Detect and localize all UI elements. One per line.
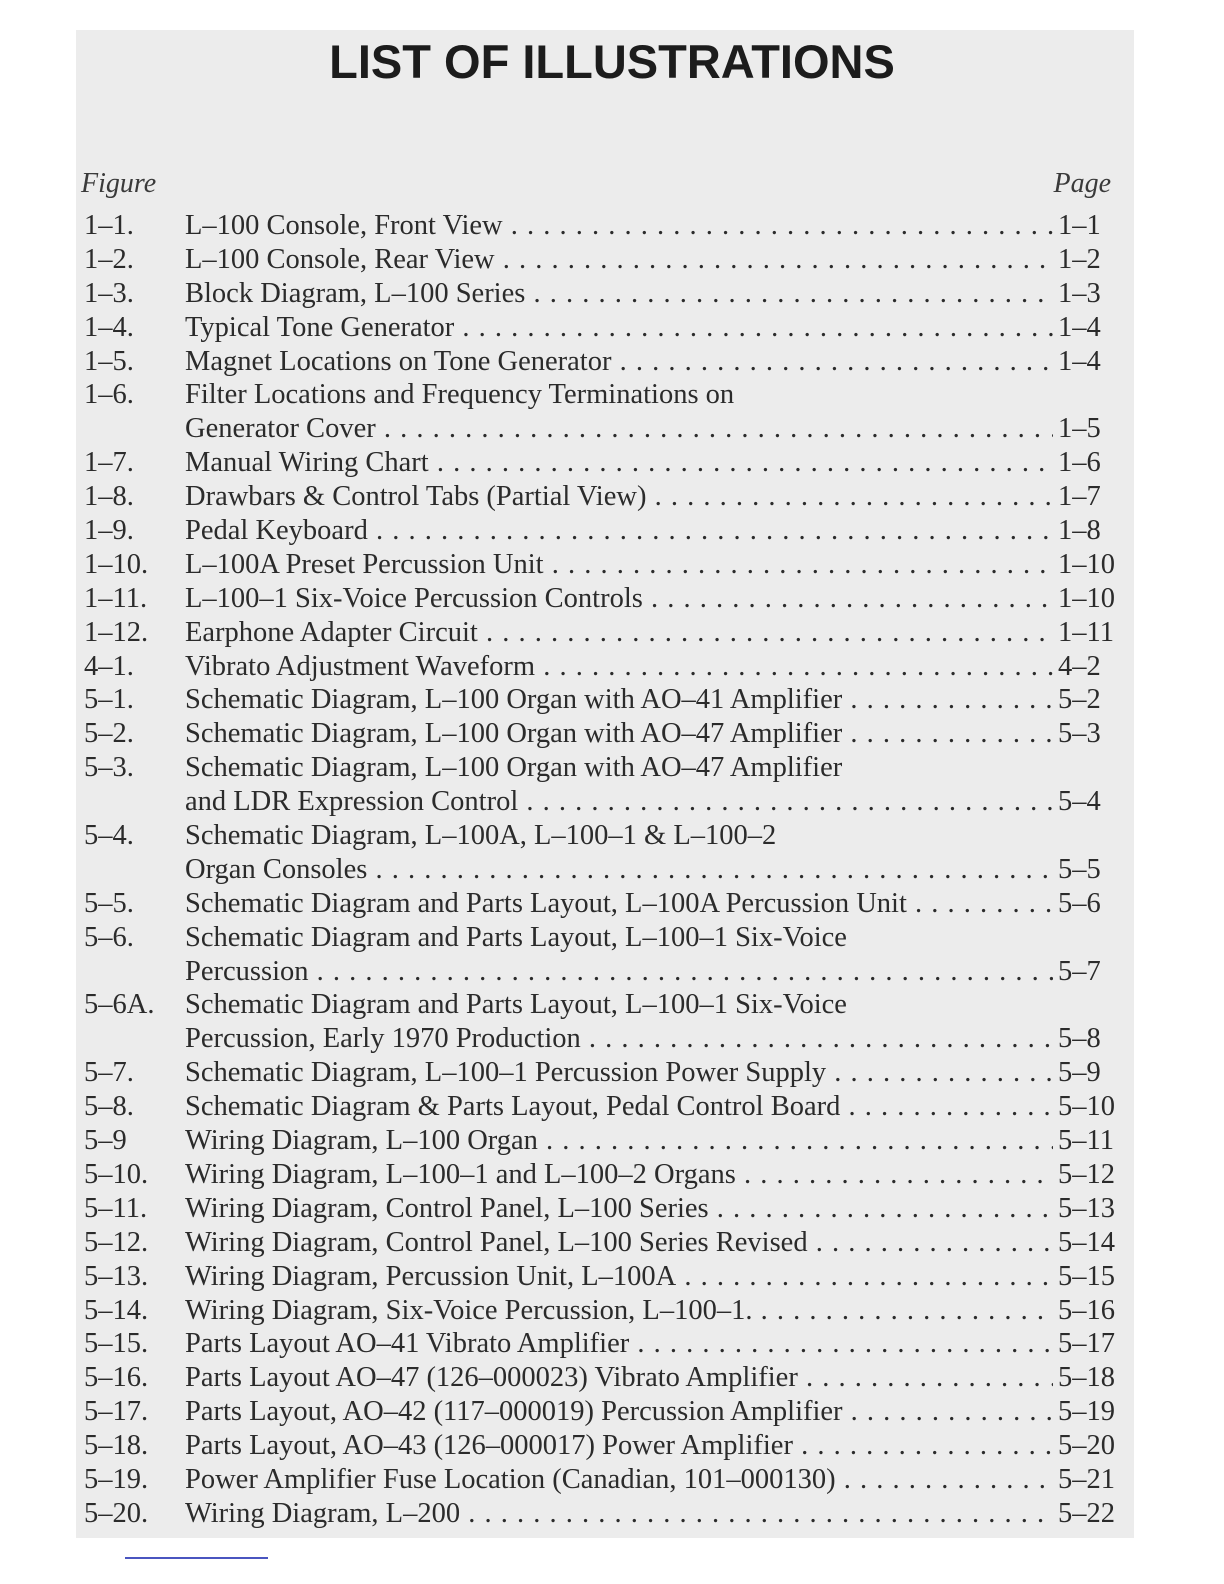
list-item	[0, 988, 1224, 1056]
figure-number: 5–8.	[84, 1091, 134, 1123]
list-item	[0, 378, 1224, 446]
list-item	[0, 650, 1224, 684]
list-item	[0, 1395, 1224, 1429]
list-item	[0, 683, 1224, 717]
figure-number: 5–17.	[84, 1396, 149, 1428]
page-number: 1–10	[1058, 582, 1115, 614]
figure-caption: Schematic Diagram and Parts Layout, L–100–1 Six-Voice	[185, 989, 847, 1021]
entry-line	[0, 378, 1224, 412]
figure-number: 1–3.	[84, 277, 134, 309]
list-item	[0, 243, 1224, 277]
figure-number: 4–1.	[84, 650, 134, 682]
footnote-rule	[125, 1557, 268, 1559]
figure-number: 5–13.	[84, 1260, 149, 1292]
figure-number: 1–9.	[84, 515, 134, 547]
list-item	[0, 751, 1224, 819]
list-item	[0, 1294, 1224, 1328]
figure-caption: Parts Layout, AO–43 (126–000017) Power Amplifier . . .	[185, 1429, 1053, 1463]
entry-line	[0, 548, 1224, 582]
page-number: 1–8	[1058, 515, 1101, 547]
page-column-header: Page	[1053, 168, 1111, 199]
figure-number: 1–12.	[84, 616, 149, 648]
figure-caption: Schematic Diagram, L–100A, L–100–1 & L–100–2	[185, 820, 777, 852]
entry-line	[0, 1022, 1224, 1056]
figure-caption: Generator Cover . . .	[185, 412, 1053, 446]
entry-line	[0, 955, 1224, 989]
list-item	[0, 1497, 1224, 1531]
page-number: 5–15	[1058, 1260, 1115, 1292]
list-item	[0, 1158, 1224, 1192]
list-item	[0, 345, 1224, 379]
figure-caption: Wiring Diagram, L–100–1 and L–100–2 Organs . . .	[185, 1158, 1053, 1192]
entry-line	[0, 887, 1224, 921]
figure-caption: Schematic Diagram and Parts Layout, L–100A Percussion Unit . . .	[185, 887, 1053, 921]
page-number: 5–9	[1058, 1057, 1101, 1089]
entry-line	[0, 277, 1224, 311]
entry-line	[0, 243, 1224, 277]
figure-caption: Percussion, Early 1970 Production . . .	[185, 1022, 1053, 1056]
entry-line	[0, 582, 1224, 616]
list-item	[0, 1361, 1224, 1395]
entry-line	[0, 1226, 1224, 1260]
page-number: 4–2	[1058, 650, 1101, 682]
figure-number: 5–3.	[84, 752, 134, 784]
column-headers	[81, 168, 1111, 204]
page-number: 5–3	[1058, 718, 1101, 750]
entry-line	[0, 921, 1224, 955]
entry-line	[0, 988, 1224, 1022]
entry-line	[0, 853, 1224, 887]
figure-caption: Schematic Diagram, L–100–1 Percussion Power Supply . . .	[185, 1056, 1053, 1090]
page-number: 5–7	[1058, 955, 1101, 987]
figure-number: 5–5.	[84, 887, 134, 919]
entry-line	[0, 1395, 1224, 1429]
page-number: 1–4	[1058, 311, 1101, 343]
figure-caption: L–100 Console, Front View . . .	[185, 209, 1053, 243]
figure-caption: Schematic Diagram and Parts Layout, L–100–1 Six-Voice	[185, 921, 847, 953]
figure-number: 5–9	[84, 1125, 127, 1157]
figure-caption: Vibrato Adjustment Waveform . . .	[185, 650, 1053, 684]
list-item	[0, 1429, 1224, 1463]
figure-caption: L–100–1 Six-Voice Percussion Controls . . .	[185, 582, 1053, 616]
list-item	[0, 717, 1224, 751]
entry-line	[0, 1158, 1224, 1192]
entry-line	[0, 1294, 1224, 1328]
page-number: 1–1	[1058, 210, 1101, 241]
figure-caption: Filter Locations and Frequency Terminations on	[185, 379, 735, 411]
entry-line	[0, 616, 1224, 650]
figure-caption: Parts Layout, AO–42 (117–000019) Percussion Amplifier . . .	[185, 1395, 1053, 1429]
figure-number: 5–16.	[84, 1362, 149, 1394]
figure-number: 1–5.	[84, 345, 134, 377]
page-number: 5–13	[1058, 1192, 1115, 1224]
page-number: 5–6	[1058, 887, 1101, 919]
figure-number: 1–4.	[84, 311, 134, 343]
list-item	[0, 1226, 1224, 1260]
list-item	[0, 616, 1224, 650]
figure-number: 5–15.	[84, 1328, 149, 1360]
page-number: 1–3	[1058, 277, 1101, 309]
entry-line	[0, 751, 1224, 785]
entry-line	[0, 1056, 1224, 1090]
page-number: 5–5	[1058, 853, 1101, 885]
figure-caption: Wiring Diagram, Control Panel, L–100 Series Revised . . .	[185, 1226, 1053, 1260]
page-number: 1–4	[1058, 345, 1101, 377]
page-number: 1–2	[1058, 243, 1101, 275]
figure-number: 5–10.	[84, 1158, 149, 1190]
entry-line	[0, 1124, 1224, 1158]
figure-number: 5–4.	[84, 820, 134, 852]
list-item	[0, 1090, 1224, 1124]
figure-caption: Block Diagram, L–100 Series . . .	[185, 277, 1053, 311]
figure-caption: Parts Layout AO–47 (126–000023) Vibrato Amplifier . . .	[185, 1361, 1053, 1395]
page-number: 5–22	[1058, 1497, 1115, 1529]
figure-caption: Wiring Diagram, Control Panel, L–100 Series . . .	[185, 1192, 1053, 1226]
list-item	[0, 277, 1224, 311]
figure-caption: Magnet Locations on Tone Generator . . .	[185, 345, 1053, 379]
figure-number: 5–2.	[84, 718, 134, 750]
entry-line	[0, 683, 1224, 717]
entry-line	[0, 717, 1224, 751]
entry-line	[0, 446, 1224, 480]
figure-caption: Earphone Adapter Circuit . . .	[185, 616, 1053, 650]
list-item	[0, 1463, 1224, 1497]
list-item	[0, 1260, 1224, 1294]
figure-caption: Parts Layout AO–41 Vibrato Amplifier . . .	[185, 1327, 1053, 1361]
entry-line	[0, 1192, 1224, 1226]
figure-caption: Schematic Diagram, L–100 Organ with AO–47 Amplifier . . .	[185, 717, 1053, 751]
figure-number: 5–19.	[84, 1463, 149, 1495]
figure-number: 5–1.	[84, 684, 134, 716]
figure-caption: Wiring Diagram, Six-Voice Percussion, L–100–1. . . .	[185, 1294, 1053, 1328]
page-number: 5–16	[1058, 1294, 1115, 1326]
list-item	[0, 209, 1224, 243]
entry-line	[0, 311, 1224, 345]
page-number: 5–14	[1058, 1226, 1115, 1258]
entry-line	[0, 412, 1224, 446]
figure-caption: Wiring Diagram, Percussion Unit, L–100A . . .	[185, 1260, 1053, 1294]
list-item	[0, 480, 1224, 514]
page-number: 1–5	[1058, 413, 1101, 445]
entry-line	[0, 209, 1224, 243]
figure-caption: Schematic Diagram, L–100 Organ with AO–41 Amplifier . . .	[185, 683, 1053, 717]
figure-number: 5–6A.	[84, 989, 155, 1021]
figure-caption: Schematic Diagram & Parts Layout, Pedal Control Board . . .	[185, 1090, 1053, 1124]
entry-line	[0, 785, 1224, 819]
illustrations-list	[0, 209, 1224, 1531]
figure-number: 5–11.	[84, 1192, 148, 1224]
list-item	[0, 582, 1224, 616]
page-number: 1–11	[1058, 616, 1114, 648]
list-item	[0, 514, 1224, 548]
page-number: 5–17	[1058, 1328, 1115, 1360]
page-number: 1–7	[1058, 481, 1101, 513]
figure-caption: Percussion . . .	[185, 955, 1053, 989]
figure-number: 1–2.	[84, 243, 134, 275]
page-number: 5–8	[1058, 1023, 1101, 1055]
figure-caption: Typical Tone Generator . . .	[185, 311, 1053, 345]
entry-line	[0, 514, 1224, 548]
figure-caption: and LDR Expression Control . . .	[185, 785, 1053, 819]
page-number: 5–2	[1058, 684, 1101, 716]
page-number: 5–12	[1058, 1158, 1115, 1190]
entry-line	[0, 480, 1224, 514]
entry-line	[0, 1327, 1224, 1361]
list-item	[0, 1327, 1224, 1361]
figure-number: 1–10.	[84, 548, 149, 580]
page-number: 5–4	[1058, 786, 1101, 818]
list-item	[0, 446, 1224, 480]
figure-number: 1–1.	[84, 210, 134, 241]
entry-line	[0, 1361, 1224, 1395]
figure-caption: Drawbars & Control Tabs (Partial View) . . .	[185, 480, 1053, 514]
figure-number: 5–18.	[84, 1430, 149, 1462]
figure-caption: Organ Consoles . . .	[185, 853, 1053, 887]
figure-caption: Power Amplifier Fuse Location (Canadian, 101–000130) . . .	[185, 1463, 1053, 1497]
list-item	[0, 1124, 1224, 1158]
figure-number: 1–7.	[84, 447, 134, 479]
figure-caption: L–100A Preset Percussion Unit . . .	[185, 548, 1053, 582]
page-number: 5–10	[1058, 1091, 1115, 1123]
page-number: 5–11	[1058, 1125, 1114, 1157]
figure-column-header: Figure	[81, 168, 157, 199]
list-item	[0, 887, 1224, 921]
page-number: 1–10	[1058, 548, 1115, 580]
entry-line	[0, 1429, 1224, 1463]
figure-number: 5–14.	[84, 1294, 149, 1326]
page-number: 5–20	[1058, 1430, 1115, 1462]
page-number: 5–19	[1058, 1396, 1115, 1428]
entry-line	[0, 650, 1224, 684]
entry-line	[0, 345, 1224, 379]
figure-caption: Schematic Diagram, L–100 Organ with AO–47 Amplifier	[185, 752, 843, 784]
figure-caption: Pedal Keyboard . . .	[185, 514, 1053, 548]
figure-number: 5–6.	[84, 921, 134, 953]
entry-line	[0, 819, 1224, 853]
figure-caption: Wiring Diagram, L–200 . . .	[185, 1497, 1053, 1531]
figure-caption: L–100 Console, Rear View . . .	[185, 243, 1053, 277]
list-item	[0, 548, 1224, 582]
figure-number: 1–6.	[84, 379, 134, 411]
list-item	[0, 1192, 1224, 1226]
figure-number: 5–12.	[84, 1226, 149, 1258]
page-number: 5–18	[1058, 1362, 1115, 1394]
figure-number: 1–8.	[84, 481, 134, 513]
figure-caption: Wiring Diagram, L–100 Organ . . .	[185, 1124, 1053, 1158]
page-number: 1–6	[1058, 447, 1101, 479]
entry-line	[0, 1090, 1224, 1124]
list-item	[0, 819, 1224, 887]
figure-caption: Manual Wiring Chart . . .	[185, 446, 1053, 480]
entry-line	[0, 1463, 1224, 1497]
entry-line	[0, 1260, 1224, 1294]
figure-number: 5–7.	[84, 1057, 134, 1089]
list-item	[0, 311, 1224, 345]
list-item	[0, 1056, 1224, 1090]
figure-number: 1–11.	[84, 582, 148, 614]
figure-number: 5–20.	[84, 1497, 149, 1529]
page-number: 5–21	[1058, 1463, 1115, 1495]
entry-line	[0, 1497, 1224, 1531]
page-title: LIST OF ILLUSTRATIONS	[329, 35, 895, 88]
list-item	[0, 921, 1224, 989]
